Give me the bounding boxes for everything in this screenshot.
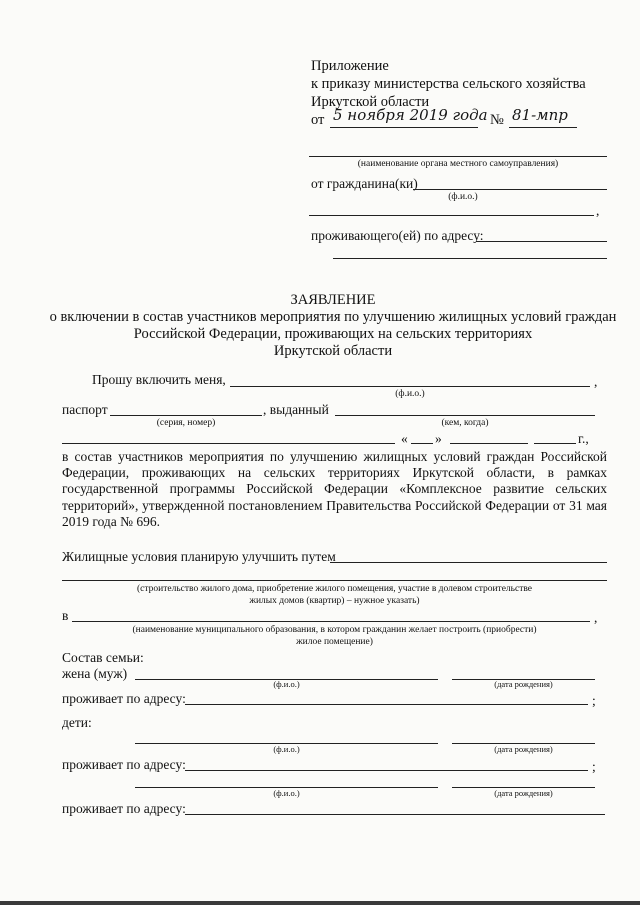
passport-issued-caption: (кем, когда) [441,418,489,428]
passport-issuer-line[interactable] [62,443,395,444]
handwritten-order-number: 81-мпр [512,106,568,124]
passport-label: паспорт [62,402,108,417]
appendix-region-line: Иркутской области [311,94,430,110]
child2-birth-caption: (дата рождения) [494,788,553,798]
issue-day-line[interactable] [411,443,433,444]
order-date-line [330,127,478,128]
housing-method-line-2[interactable] [62,580,607,581]
municipality-line[interactable] [72,621,590,622]
applicant-fio-line[interactable] [230,386,590,387]
from-citizen-label: от гражданина(ки) [311,176,418,191]
citizen-comma: , [596,203,600,218]
passport-series-caption: (серия, номер) [156,418,216,428]
child1-fio-caption: (ф.и.о.) [273,744,300,754]
passport-series-line[interactable] [110,415,262,416]
child1-birth-caption: (дата рождения) [494,744,553,754]
issue-month-line[interactable] [450,443,528,444]
housing-plan-label: Жилищные условия планирую улучшить путем [62,549,336,564]
handwritten-order-date: 5 ноября 2019 года [333,106,488,124]
citizen-line-1[interactable] [413,189,607,190]
quote-open: « [401,431,408,446]
municipality-comma: , [594,610,598,625]
applicant-comma: , [594,374,598,389]
spouse-fio-caption: (ф.и.о.) [273,679,300,689]
spouse-label: жена (муж) [62,666,128,681]
issued-label: , выданный [263,402,329,417]
scan-bottom-edge [0,901,640,905]
appendix-title: Приложение [311,58,389,74]
in-label: в [62,608,69,623]
year-suffix: г., [578,431,589,446]
spouse-address-label: проживает по адресу: [62,691,186,706]
applicant-fio-caption: (ф.и.о.) [395,389,425,399]
spouse-birth-caption: (дата рождения) [494,679,553,689]
statement-subtitle-1: о включении в состав участников мероприятия по улучшению жилищных условий граждан [49,309,617,325]
issue-year-line[interactable] [534,443,576,444]
statement-title: ЗАЯВЛЕНИЕ [290,292,376,308]
quote-close: » [435,431,442,446]
spouse-address-line[interactable] [185,704,588,705]
appendix-order-line: к приказу министерства сельского хозяйства [311,76,586,92]
statement-subtitle-3: Иркутской области [273,343,393,359]
residing-line-2[interactable] [333,258,607,259]
statement-subtitle-2: Российской Федерации, проживающих на сельских территориях [133,326,533,342]
org-name-caption: (наименование органа местного самоуправления) [357,159,559,169]
child1-address-line[interactable] [185,770,588,771]
citizen-fio-caption: (ф.и.о.) [448,192,478,202]
spouse-address-semicolon: ; [592,693,596,708]
children-label: дети: [62,715,92,730]
child2-address-line[interactable] [185,814,605,815]
child1-address-label: проживает по адресу: [62,757,186,772]
housing-method-caption-1: (строительство жилого дома, приобретение жилого помещения, участие в долевом строительстве [136,584,532,594]
appendix-from-label: от [311,112,325,128]
municipality-caption-2: жилое помещение) [296,637,373,647]
municipality-caption-1: (наименование муниципального образования, в котором гражданин желает построить (приобрести) [132,625,537,635]
family-composition-label: Состав семьи: [62,650,144,665]
child2-fio-caption: (ф.и.о.) [273,788,300,798]
child1-address-semicolon: ; [592,759,596,774]
org-name-line[interactable] [309,156,607,157]
passport-issued-line[interactable] [335,415,595,416]
citizen-line-2[interactable] [309,215,594,216]
request-label: Прошу включить меня, [92,372,226,387]
statement-paragraph: в состав участников мероприятия по улучшению жилищных условий граждан Российской Федерации, проживающих на сельских территориях Иркутской области, в рамках государственной программы Российской Федерации «Комплексное развитие сельских территорий», утвержденной постановлением Правительства Российской Федерации от 31 мая 2019 года № 696. [62,449,607,529]
residing-line-1[interactable] [476,241,607,242]
appendix-number-label: № [490,112,504,128]
residing-label: проживающего(ей) по адресу: [311,228,484,243]
order-number-line [509,127,577,128]
child2-address-label: проживает по адресу: [62,801,186,816]
housing-method-line-1[interactable] [330,562,607,563]
housing-method-caption-2: жилых домов (квартир) – нужное указать) [249,596,420,606]
